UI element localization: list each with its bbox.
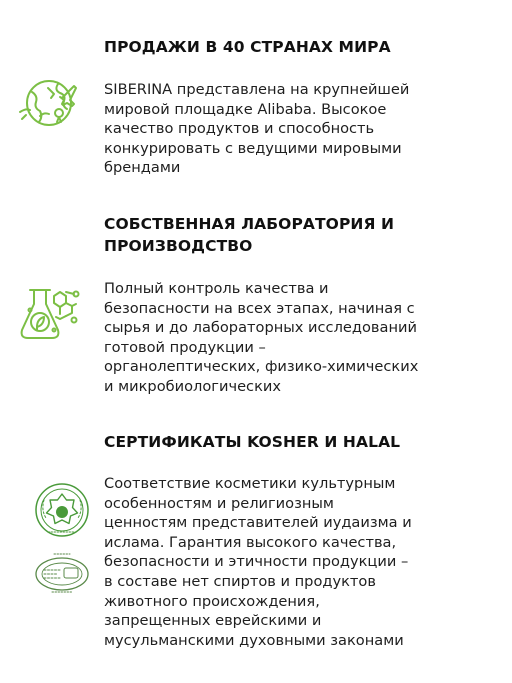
section-heading: СОБСТВЕННАЯ ЛАБОРАТОРИЯ И ПРОИЗВОДСТВО (104, 215, 395, 255)
section-text: Полный контроль качества и безопасности на всех этапах, начиная с сырья и до лабораторных исследований готовой продукции – органолептических, физико-химических и микробиологических (104, 280, 419, 395)
halal-kosher-seals-icon (34, 482, 90, 602)
lab-flask-leaf-icon (18, 282, 82, 346)
section-heading: ПРОДАЖИ В 40 СТРАНАХ МИРА (104, 38, 391, 56)
section-text: SIBERINA представлена на крупнейшей мировой площадке Alibaba. Высокое качество продуктов и способность конкурировать с ведущими мировыми брендами (104, 81, 410, 177)
globe-airplane-icon (18, 72, 80, 134)
section-text: Соответствие косметики культурным особенностям и религиозным ценностям представителей иудаизма и ислама. Гарантия высокого качества, безопасности и этичности продукции – в составе нет спиртов и продуктов животного происхождения, запрещенных еврейскими и мусульманскими духовными законами (104, 475, 412, 649)
section-heading: СЕРТИФИКАТЫ KOSHER И HALAL (104, 433, 401, 451)
